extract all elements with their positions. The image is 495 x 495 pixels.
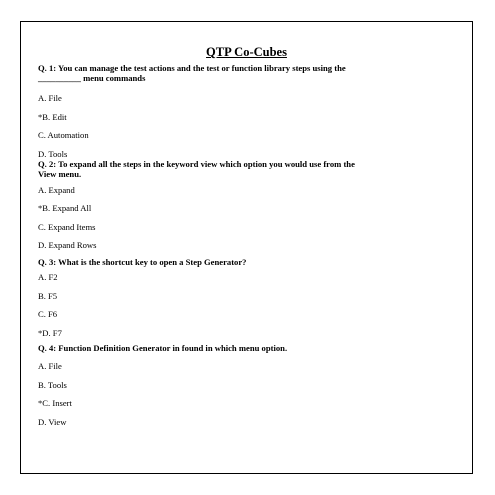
option-a: A. File [38, 93, 62, 103]
option-c: C. Expand Items [38, 222, 96, 232]
option-d: D. Tools [38, 149, 68, 159]
option-c: C. Automation [38, 130, 89, 140]
question-text-line1: Q. 2: To expand all the steps in the keyword view which option you would use from the [38, 159, 355, 169]
question-3 [38, 257, 428, 338]
question-text [38, 159, 428, 179]
question-text-line2: __________ menu commands [38, 73, 146, 83]
question-2 [38, 159, 428, 250]
option-a: A. Expand [38, 185, 75, 195]
option-c: C. F6 [38, 309, 58, 319]
question-text-line2: View menu. [38, 169, 82, 179]
question-4 [38, 343, 428, 427]
option-a: A. File [38, 361, 62, 371]
question-1 [38, 63, 428, 159]
option-d: D. View [38, 417, 67, 427]
option-b: *B. Edit [38, 112, 67, 122]
question-text: Q. 3: What is the shortcut key to open a Step Generator? [38, 257, 247, 267]
option-d: *D. F7 [38, 328, 62, 338]
option-a: A. F2 [38, 272, 58, 282]
option-d: D. Expand Rows [38, 240, 97, 250]
question-text: Q. 4: Function Definition Generator in found in which menu option. [38, 343, 288, 353]
document-title: QTP Co-Cubes [206, 45, 287, 59]
option-c: *C. Insert [38, 398, 72, 408]
question-text [38, 63, 428, 83]
option-b: *B. Expand All [38, 203, 92, 213]
question-text-line1: Q. 1: You can manage the test actions and the test or function library steps using the [38, 63, 346, 73]
option-b: B. Tools [38, 380, 67, 390]
option-b: B. F5 [38, 291, 58, 301]
